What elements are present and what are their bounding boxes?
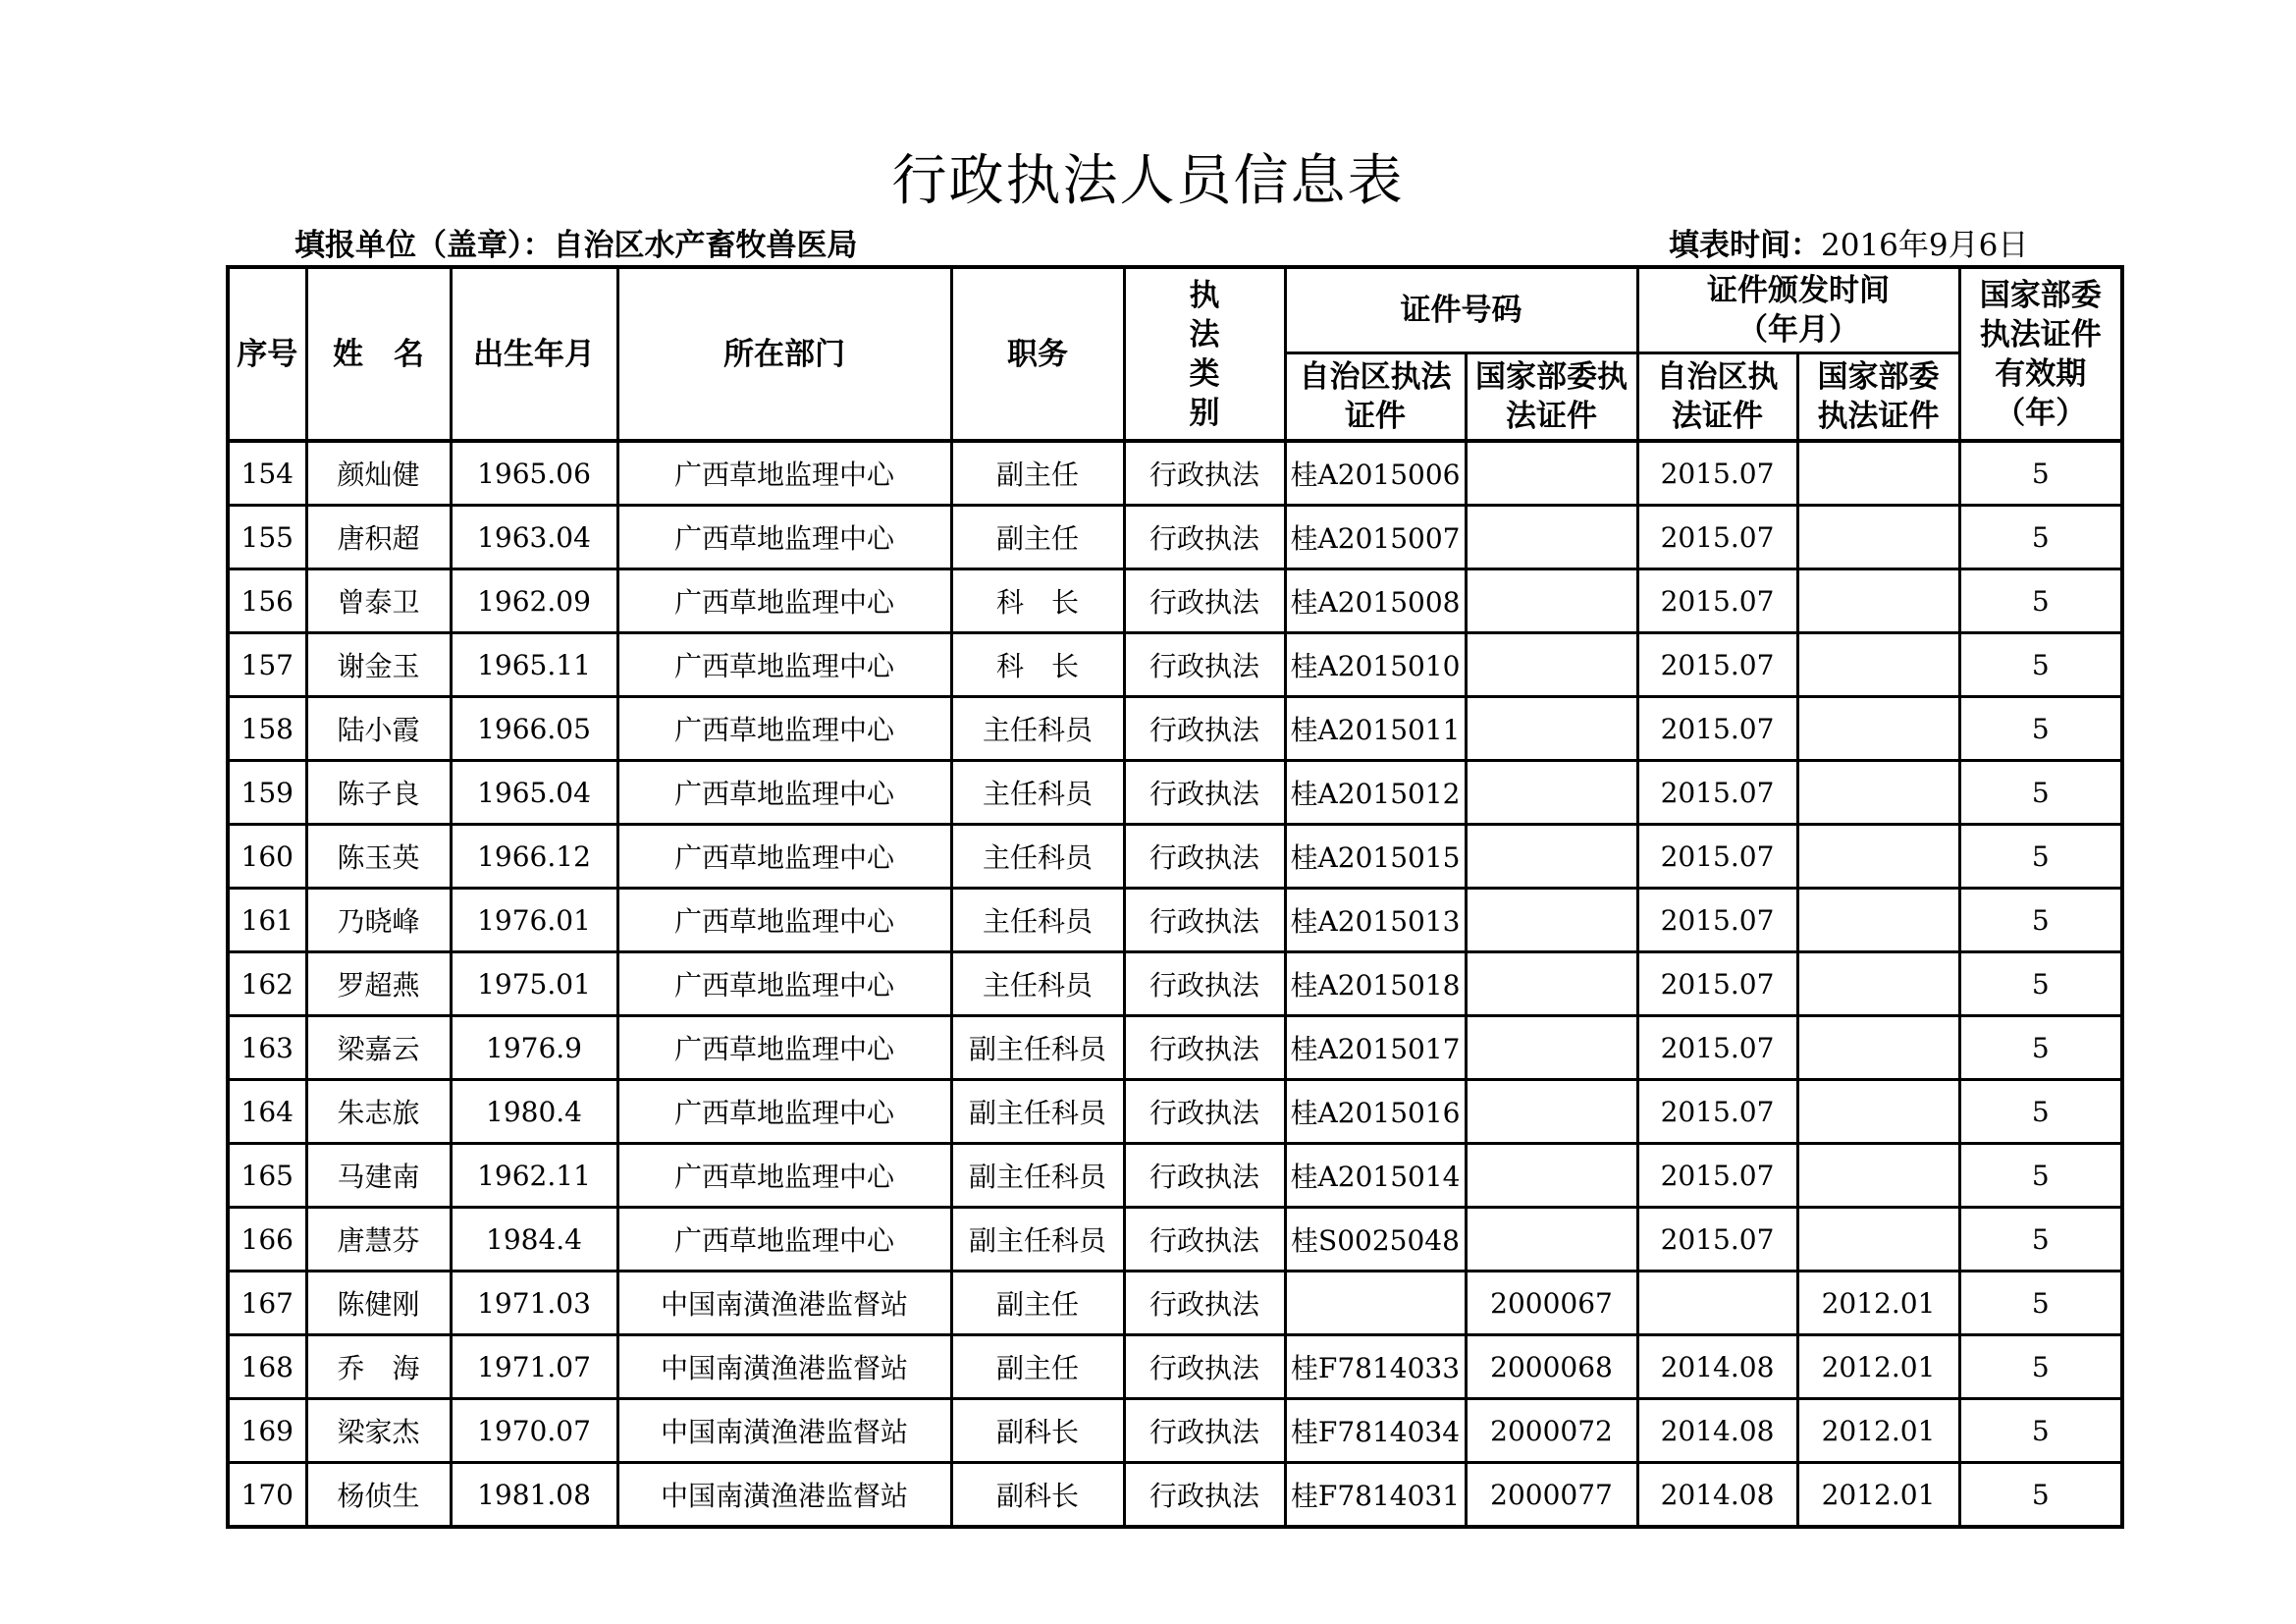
cell-cert-region: 桂A2015016 — [1285, 1080, 1466, 1144]
cell-seq: 158 — [228, 697, 306, 761]
cell-issue-national — [1797, 441, 1959, 506]
cell-seq: 157 — [228, 633, 306, 697]
cell-name: 陆小霞 — [306, 697, 451, 761]
cell-dept: 广西草地监理中心 — [617, 761, 951, 825]
cell-name: 唐积超 — [306, 506, 451, 569]
cell-cert-national — [1466, 1144, 1637, 1208]
cell-type: 行政执法 — [1124, 1080, 1285, 1144]
cell-issue-national: 2012.01 — [1797, 1399, 1959, 1463]
cell-position: 副主任科员 — [951, 1208, 1124, 1272]
cell-issue-national — [1797, 697, 1959, 761]
cell-name: 乃晓峰 — [306, 889, 451, 952]
cell-validity: 5 — [1959, 1463, 2122, 1528]
cell-name: 乔 海 — [306, 1335, 451, 1399]
cell-position: 科 长 — [951, 569, 1124, 633]
cell-birth: 1965.04 — [451, 761, 617, 825]
cell-dept: 中国南潢渔港监督站 — [617, 1399, 951, 1463]
cell-issue-region — [1637, 1272, 1797, 1335]
cell-dept: 广西草地监理中心 — [617, 1144, 951, 1208]
cell-position: 主任科员 — [951, 697, 1124, 761]
cell-name: 马建南 — [306, 1144, 451, 1208]
table-row — [228, 1399, 2122, 1463]
cell-position: 主任科员 — [951, 889, 1124, 952]
cell-birth: 1976.9 — [451, 1016, 617, 1080]
cell-name: 谢金玉 — [306, 633, 451, 697]
cell-type: 行政执法 — [1124, 697, 1285, 761]
cell-issue-region: 2015.07 — [1637, 506, 1797, 569]
cell-cert-national — [1466, 952, 1637, 1016]
cell-validity: 5 — [1959, 952, 2122, 1016]
cell-type: 行政执法 — [1124, 1208, 1285, 1272]
cell-position: 副主任 — [951, 1272, 1124, 1335]
cell-type: 行政执法 — [1124, 952, 1285, 1016]
cell-name: 陈子良 — [306, 761, 451, 825]
cell-validity: 5 — [1959, 1144, 2122, 1208]
cell-cert-national: 2000072 — [1466, 1399, 1637, 1463]
cell-type: 行政执法 — [1124, 1463, 1285, 1528]
table-row — [228, 1272, 2122, 1335]
cell-position: 副主任 — [951, 441, 1124, 506]
cell-birth: 1965.11 — [451, 633, 617, 697]
header-issue-time: 证件颁发时间（年月） — [1637, 267, 1959, 353]
cell-issue-region: 2015.07 — [1637, 761, 1797, 825]
cell-birth: 1962.11 — [451, 1144, 617, 1208]
cell-seq: 169 — [228, 1399, 306, 1463]
cell-issue-region: 2014.08 — [1637, 1463, 1797, 1528]
cell-issue-region: 2015.07 — [1637, 441, 1797, 506]
fill-date-value: 2016年9月6日 — [1821, 228, 2029, 263]
table-row — [228, 633, 2122, 697]
table-row — [228, 761, 2122, 825]
cell-dept: 广西草地监理中心 — [617, 569, 951, 633]
cell-issue-region: 2015.07 — [1637, 952, 1797, 1016]
cell-cert-region — [1285, 1272, 1466, 1335]
table-row — [228, 506, 2122, 569]
header-seq: 序号 — [228, 267, 306, 441]
cell-type: 行政执法 — [1124, 506, 1285, 569]
cell-name: 朱志旅 — [306, 1080, 451, 1144]
cell-issue-national: 2012.01 — [1797, 1463, 1959, 1528]
cell-cert-region: 桂A2015007 — [1285, 506, 1466, 569]
cell-cert-national — [1466, 633, 1637, 697]
cell-position: 副主任科员 — [951, 1016, 1124, 1080]
header-validity: 国家部委执法证件有效期（年） — [1959, 267, 2122, 441]
cell-type: 行政执法 — [1124, 633, 1285, 697]
cell-cert-national — [1466, 761, 1637, 825]
cell-cert-national: 2000067 — [1466, 1272, 1637, 1335]
header-cert-national: 国家部委执法证件 — [1466, 353, 1637, 442]
cell-cert-national — [1466, 1080, 1637, 1144]
cell-cert-region: 桂A2015012 — [1285, 761, 1466, 825]
header-type: 执法类别 — [1124, 267, 1285, 441]
cell-name: 梁嘉云 — [306, 1016, 451, 1080]
table-row — [228, 825, 2122, 889]
cell-issue-national — [1797, 1016, 1959, 1080]
cell-issue-national — [1797, 506, 1959, 569]
cell-validity: 5 — [1959, 1208, 2122, 1272]
cell-type: 行政执法 — [1124, 1016, 1285, 1080]
cell-seq: 166 — [228, 1208, 306, 1272]
cell-type: 行政执法 — [1124, 889, 1285, 952]
cell-birth: 1981.08 — [451, 1463, 617, 1528]
cell-cert-region: 桂A2015010 — [1285, 633, 1466, 697]
table-body — [228, 441, 2122, 1527]
cell-issue-region: 2015.07 — [1637, 569, 1797, 633]
table-row — [228, 569, 2122, 633]
table-row — [228, 889, 2122, 952]
cell-position: 主任科员 — [951, 761, 1124, 825]
table-row — [228, 1144, 2122, 1208]
cell-seq: 164 — [228, 1080, 306, 1144]
cell-dept: 广西草地监理中心 — [617, 1208, 951, 1272]
cell-cert-national — [1466, 1016, 1637, 1080]
cell-birth: 1966.05 — [451, 697, 617, 761]
cell-seq: 162 — [228, 952, 306, 1016]
cell-cert-national — [1466, 569, 1637, 633]
cell-name: 杨侦生 — [306, 1463, 451, 1528]
cell-position: 副主任科员 — [951, 1144, 1124, 1208]
cell-issue-region: 2014.08 — [1637, 1399, 1797, 1463]
cell-position: 科 长 — [951, 633, 1124, 697]
cell-type: 行政执法 — [1124, 1335, 1285, 1399]
cell-issue-region: 2015.07 — [1637, 1144, 1797, 1208]
cell-cert-region: 桂A2015017 — [1285, 1016, 1466, 1080]
cell-dept: 广西草地监理中心 — [617, 697, 951, 761]
cell-dept: 中国南潢渔港监督站 — [617, 1272, 951, 1335]
cell-issue-national — [1797, 1080, 1959, 1144]
cell-issue-national — [1797, 569, 1959, 633]
cell-name: 梁家杰 — [306, 1399, 451, 1463]
cell-issue-region: 2014.08 — [1637, 1335, 1797, 1399]
cell-birth: 1963.04 — [451, 506, 617, 569]
cell-validity: 5 — [1959, 1080, 2122, 1144]
cell-type: 行政执法 — [1124, 825, 1285, 889]
reporting-unit: 填报单位（盖章）：自治区水产畜牧兽医局 — [294, 228, 858, 263]
header-issue-national: 国家部委执法证件 — [1797, 353, 1959, 442]
cell-position: 副科长 — [951, 1399, 1124, 1463]
cell-seq: 155 — [228, 506, 306, 569]
cell-name: 罗超燕 — [306, 952, 451, 1016]
cell-cert-region: 桂F7814034 — [1285, 1399, 1466, 1463]
cell-cert-national — [1466, 697, 1637, 761]
cell-seq: 167 — [228, 1272, 306, 1335]
cell-cert-region: 桂F7814033 — [1285, 1335, 1466, 1399]
cell-position: 主任科员 — [951, 952, 1124, 1016]
cell-cert-national: 2000077 — [1466, 1463, 1637, 1528]
header-issue-region: 自治区执法证件 — [1637, 353, 1797, 442]
cell-validity: 5 — [1959, 441, 2122, 506]
cell-validity: 5 — [1959, 1272, 2122, 1335]
table-row — [228, 1335, 2122, 1399]
cell-dept: 广西草地监理中心 — [617, 441, 951, 506]
table-row — [228, 1463, 2122, 1528]
cell-dept: 广西草地监理中心 — [617, 889, 951, 952]
cell-issue-national — [1797, 1144, 1959, 1208]
cell-position: 副主任 — [951, 506, 1124, 569]
cell-issue-national: 2012.01 — [1797, 1272, 1959, 1335]
cell-position: 副科长 — [951, 1463, 1124, 1528]
cell-cert-region: 桂F7814031 — [1285, 1463, 1466, 1528]
header-cert-no: 证件号码 — [1285, 267, 1637, 353]
cell-validity: 5 — [1959, 1016, 2122, 1080]
fill-date — [1669, 220, 2028, 264]
cell-dept: 广西草地监理中心 — [617, 1016, 951, 1080]
cell-validity: 5 — [1959, 506, 2122, 569]
cell-seq: 165 — [228, 1144, 306, 1208]
cell-seq: 168 — [228, 1335, 306, 1399]
cell-cert-region: 桂A2015006 — [1285, 441, 1466, 506]
cell-dept: 广西草地监理中心 — [617, 506, 951, 569]
cell-seq: 159 — [228, 761, 306, 825]
cell-cert-national — [1466, 1208, 1637, 1272]
cell-issue-national — [1797, 889, 1959, 952]
header-name: 姓 名 — [306, 267, 451, 441]
cell-type: 行政执法 — [1124, 569, 1285, 633]
cell-issue-national — [1797, 825, 1959, 889]
table-row — [228, 697, 2122, 761]
cell-cert-national — [1466, 889, 1637, 952]
cell-validity: 5 — [1959, 697, 2122, 761]
cell-issue-region: 2015.07 — [1637, 825, 1797, 889]
cell-name: 颜灿健 — [306, 441, 451, 506]
cell-cert-national: 2000068 — [1466, 1335, 1637, 1399]
cell-dept: 广西草地监理中心 — [617, 1080, 951, 1144]
cell-seq: 170 — [228, 1463, 306, 1528]
cell-validity: 5 — [1959, 889, 2122, 952]
cell-name: 陈玉英 — [306, 825, 451, 889]
cell-cert-national — [1466, 506, 1637, 569]
cell-birth: 1970.07 — [451, 1399, 617, 1463]
cell-type: 行政执法 — [1124, 1399, 1285, 1463]
cell-cert-region: 桂A2015008 — [1285, 569, 1466, 633]
header-birth: 出生年月 — [451, 267, 617, 441]
cell-issue-region: 2015.07 — [1637, 697, 1797, 761]
cell-birth: 1962.09 — [451, 569, 617, 633]
cell-position: 副主任科员 — [951, 1080, 1124, 1144]
table-row — [228, 1016, 2122, 1080]
cell-birth: 1984.4 — [451, 1208, 617, 1272]
cell-issue-national: 2012.01 — [1797, 1335, 1959, 1399]
table-row — [228, 441, 2122, 506]
cell-cert-region: 桂S0025048 — [1285, 1208, 1466, 1272]
cell-seq: 161 — [228, 889, 306, 952]
cell-validity: 5 — [1959, 1335, 2122, 1399]
cell-type: 行政执法 — [1124, 441, 1285, 506]
cell-issue-region: 2015.07 — [1637, 633, 1797, 697]
cell-cert-region: 桂A2015014 — [1285, 1144, 1466, 1208]
cell-dept: 中国南潢渔港监督站 — [617, 1335, 951, 1399]
cell-validity: 5 — [1959, 1399, 2122, 1463]
cell-type: 行政执法 — [1124, 1144, 1285, 1208]
cell-dept: 中国南潢渔港监督站 — [617, 1463, 951, 1528]
cell-birth: 1980.4 — [451, 1080, 617, 1144]
cell-seq: 156 — [228, 569, 306, 633]
table-row — [228, 1080, 2122, 1144]
cell-cert-national — [1466, 825, 1637, 889]
cell-issue-region: 2015.07 — [1637, 889, 1797, 952]
table-row — [228, 1208, 2122, 1272]
table-row — [228, 952, 2122, 1016]
cell-birth: 1971.07 — [451, 1335, 617, 1399]
cell-position: 副主任 — [951, 1335, 1124, 1399]
cell-issue-national — [1797, 761, 1959, 825]
cell-birth: 1966.12 — [451, 825, 617, 889]
cell-name: 曾泰卫 — [306, 569, 451, 633]
header-position: 职务 — [951, 267, 1124, 441]
cell-dept: 广西草地监理中心 — [617, 633, 951, 697]
cell-validity: 5 — [1959, 633, 2122, 697]
cell-cert-region: 桂A2015011 — [1285, 697, 1466, 761]
cell-name: 陈健刚 — [306, 1272, 451, 1335]
cell-name: 唐慧芬 — [306, 1208, 451, 1272]
cell-issue-national — [1797, 633, 1959, 697]
cell-position: 主任科员 — [951, 825, 1124, 889]
cell-birth: 1965.06 — [451, 441, 617, 506]
cell-type: 行政执法 — [1124, 1272, 1285, 1335]
cell-seq: 160 — [228, 825, 306, 889]
cell-issue-region: 2015.07 — [1637, 1208, 1797, 1272]
personnel-table — [226, 265, 2124, 1529]
cell-cert-national — [1466, 441, 1637, 506]
cell-validity: 5 — [1959, 569, 2122, 633]
header-cert-region: 自治区执法证件 — [1285, 353, 1466, 442]
cell-birth: 1971.03 — [451, 1272, 617, 1335]
cell-cert-region: 桂A2015015 — [1285, 825, 1466, 889]
cell-cert-region: 桂A2015013 — [1285, 889, 1466, 952]
cell-seq: 154 — [228, 441, 306, 506]
cell-dept: 广西草地监理中心 — [617, 825, 951, 889]
header-dept: 所在部门 — [617, 267, 951, 441]
page-title: 行政执法人员信息表 — [891, 149, 1405, 213]
cell-issue-region: 2015.07 — [1637, 1080, 1797, 1144]
cell-dept: 广西草地监理中心 — [617, 952, 951, 1016]
cell-issue-national — [1797, 952, 1959, 1016]
cell-type: 行政执法 — [1124, 761, 1285, 825]
cell-birth: 1975.01 — [451, 952, 617, 1016]
fill-date-label: 填表时间： — [1669, 228, 1821, 263]
cell-validity: 5 — [1959, 825, 2122, 889]
cell-validity: 5 — [1959, 761, 2122, 825]
cell-cert-region: 桂A2015018 — [1285, 952, 1466, 1016]
cell-issue-region: 2015.07 — [1637, 1016, 1797, 1080]
cell-birth: 1976.01 — [451, 889, 617, 952]
cell-seq: 163 — [228, 1016, 306, 1080]
cell-issue-national — [1797, 1208, 1959, 1272]
